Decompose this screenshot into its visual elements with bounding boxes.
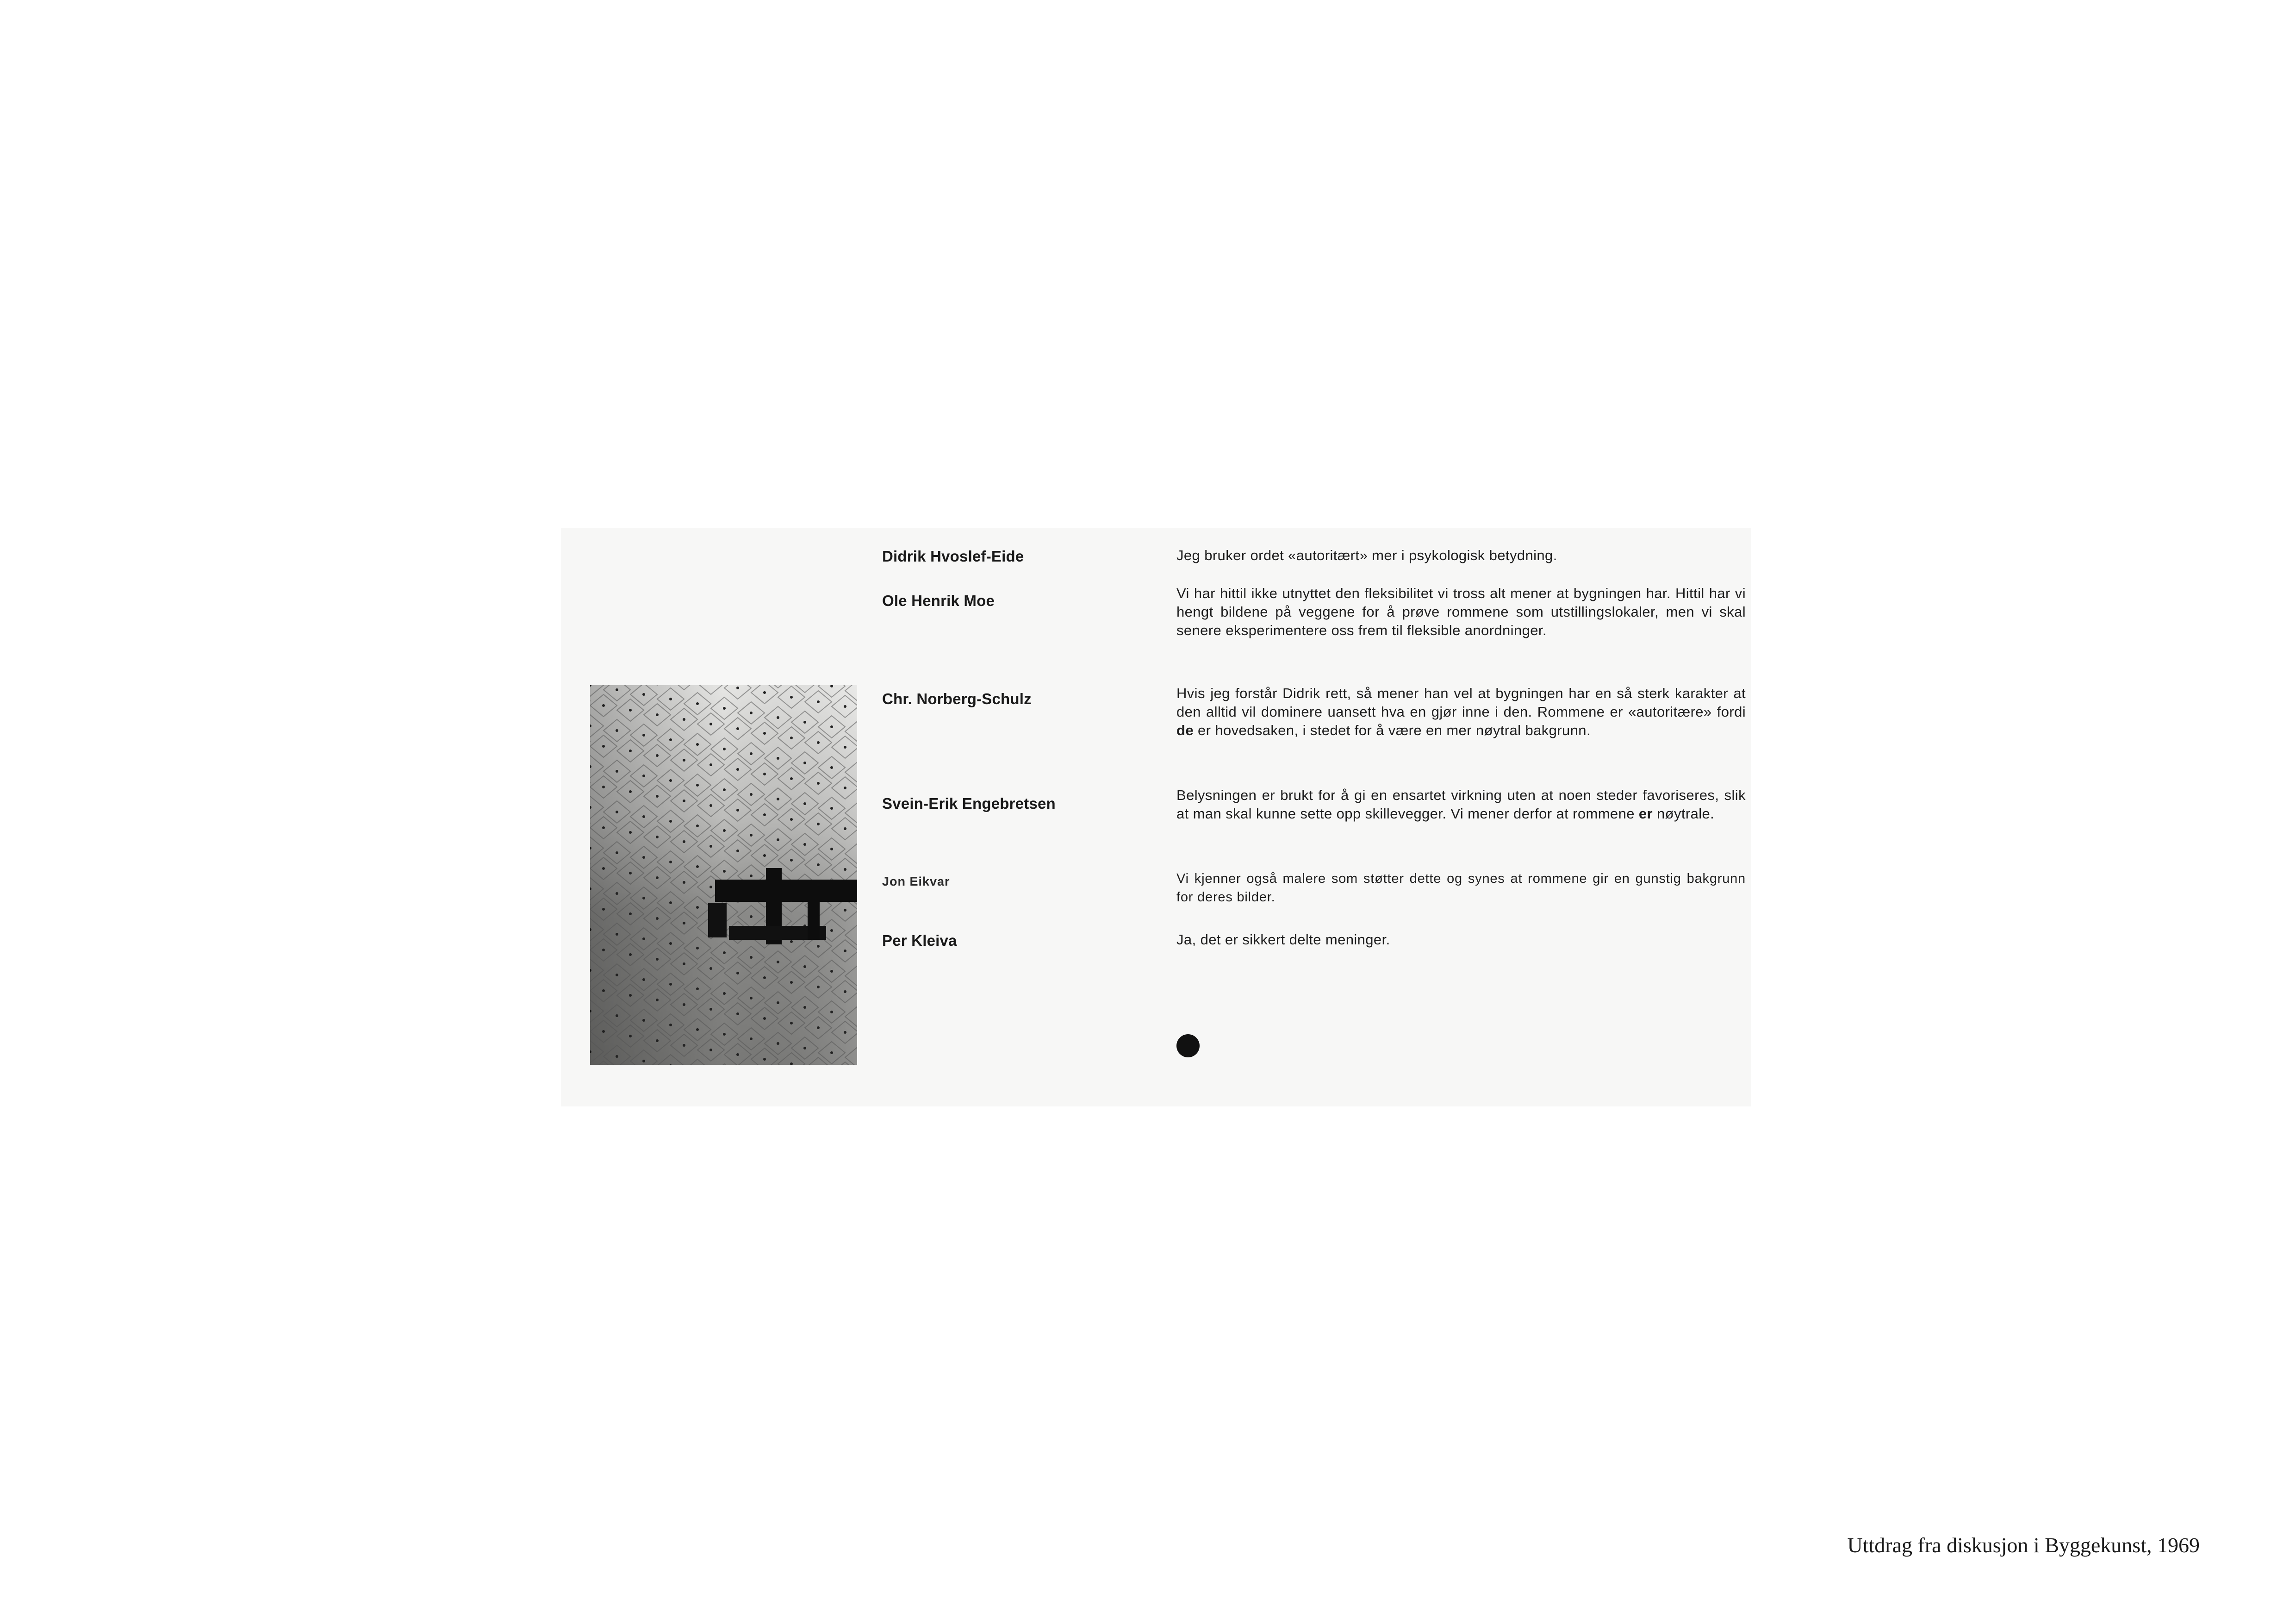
statement-emphasis: de (1176, 722, 1194, 738)
speaker-name: Svein-Erik Engebretsen (882, 795, 1056, 812)
statement-text: nøytrale. (1652, 806, 1715, 822)
statement (1176, 786, 1746, 823)
speaker-name: Ole Henrik Moe (882, 592, 995, 609)
scanned-excerpt (561, 528, 1751, 1106)
ceiling-photo (590, 685, 857, 1065)
speaker-name: Chr. Norberg-Schulz (882, 690, 1032, 707)
statement: Vi har hittil ikke utnyttet den fleksibilitet vi tross alt mener at bygningen har. Hittil har vi hengt bildene på veggene for å prøve rommene som utstillingslokaler, men vi skal senere eksperimentere oss frem til fleksible anordninger. (1176, 585, 1746, 638)
statement-emphasis: er (1638, 806, 1653, 822)
speaker-name: Per Kleiva (882, 932, 957, 949)
image-caption: Uttdrag fra diskusjon i Byggekunst, 1969 (1847, 1533, 2200, 1557)
statement (1176, 684, 1746, 740)
speaker-name: Didrik Hvoslef-Eide (882, 548, 1024, 565)
speaker-name: Jon Eikvar (882, 874, 950, 888)
statement-text: Hvis jeg forstår Didrik rett, så mener han vel at bygningen har en så sterk karakter at den alltid vil dominere uansett hva en gjør inne i den. Rommene er «autoritære» fordi (1176, 685, 1746, 720)
statement: Vi kjenner også malere som støtter dette og synes at rommene gir en gunstig bakgrunn for deres bilder. (1176, 871, 1746, 905)
statement-text: er hovedsaken, i stedet for å være en mer nøytral bakgrunn. (1193, 722, 1591, 738)
end-bullet (1176, 1034, 1200, 1057)
statement: Ja, det er sikkert delte meninger. (1176, 931, 1390, 948)
statement-text: Belysningen er brukt for å gi en ensartet virkning uten at noen steder favoriseres, slik at man skal kunne sette opp skillevegger. Vi mener derfor at rommene (1176, 787, 1746, 822)
ceiling-grid-photo-icon (590, 685, 857, 1065)
statement: Jeg bruker ordet «autoritært» mer i psykologisk betydning. (1176, 547, 1557, 563)
